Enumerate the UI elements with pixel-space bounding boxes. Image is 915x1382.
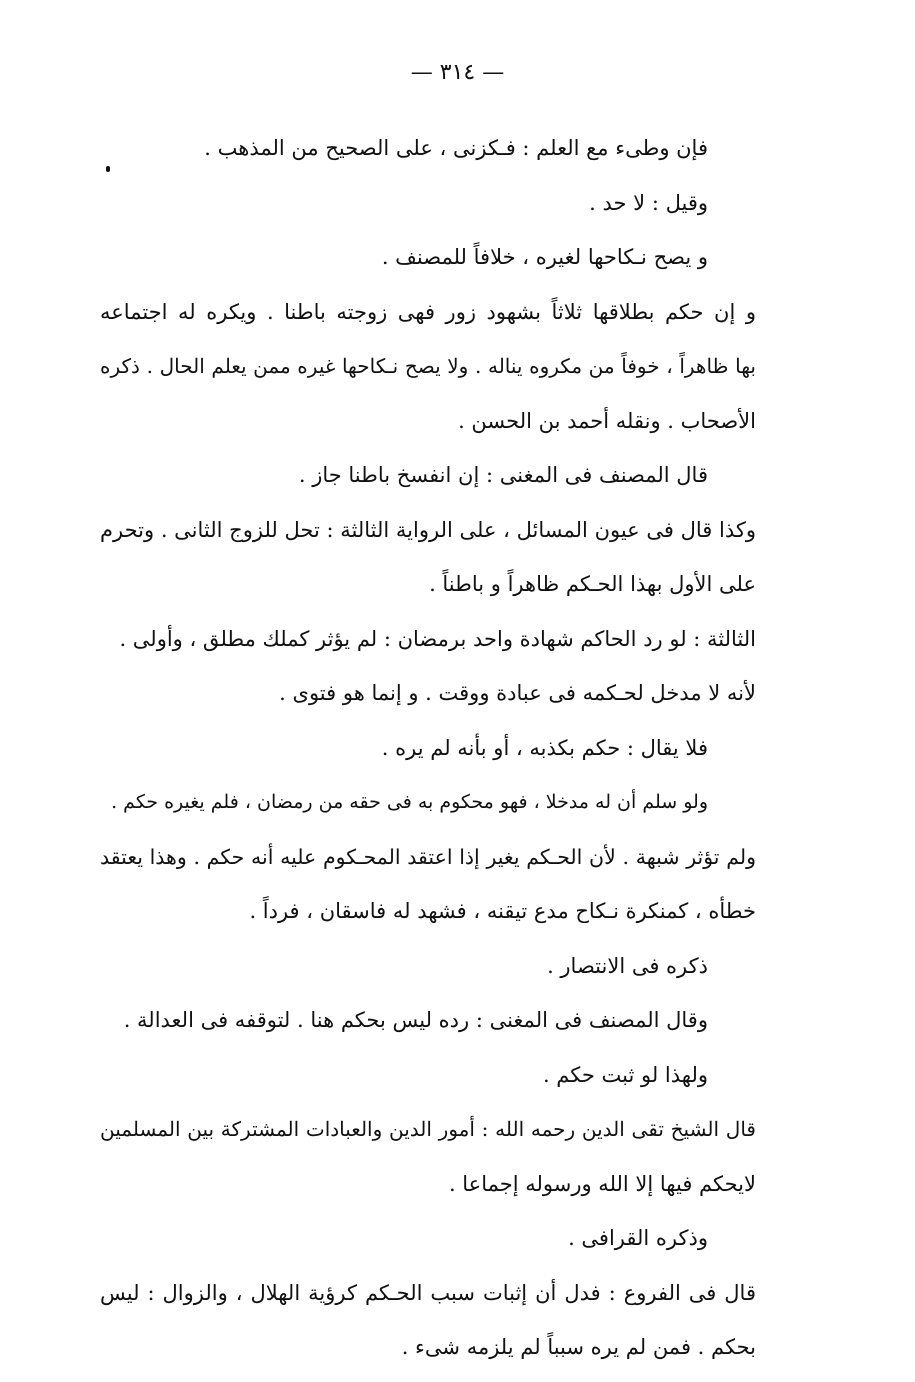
text-line: فإن وطىء مع العلم : فـكزنى ، على الصحيح من المذهب . [204, 136, 708, 160]
text-line: الثالثة : لو رد الحاكم شهادة واحد برمضان : لم يؤثر كملك مطلق ، وأولى . [119, 626, 756, 651]
text-line: الأصحاب . ونقله أحمد بن الحسن . [458, 408, 756, 433]
text-line: فلا يقال : حكم بكذبه ، أو بأنه لم يره . [381, 735, 708, 760]
text-line: وذكره القرافى . [568, 1226, 708, 1250]
body-text [100, 128, 756, 1382]
text-line: وقال المصنف فى المغنى : رده ليس بحكم هنا . لتوقفه فى العدالة . [123, 1008, 708, 1032]
text-line: قال فى الفروع : فدل أن إثبات سبب الحـكم كرؤية الهلال ، والزوال : ليس [100, 1280, 756, 1305]
text-line: ولو سلم أن له مدخلا ، فهو محكوم به فى حقه من رمضان ، فلم يغيره حكم . [111, 791, 708, 813]
text-line: على الأول بهذا الحـكم ظاهراً و باطناً . [429, 572, 756, 596]
text-line: وكذا قال فى عيون المسائل ، على الرواية الثالثة : تحل للزوج الثانى . وتحرم [100, 517, 756, 542]
page-number: — ٣١٤ — [410, 60, 505, 85]
text-line: ولم تؤثر شبهة . لأن الحـكم يغير إذا اعتقد المحـكوم عليه أنه حكم . وهذا يعتقد [100, 844, 756, 869]
text-line: قال المصنف فى المغنى : إن انفسخ باطنا جاز . [298, 463, 708, 487]
text-line: و إن حكم بطلاقها ثلاثاً بشهود زور فهى زوجته باطنا . ويكره له اجتماعه [100, 299, 756, 324]
text-line: لأنه لا مدخل لحـكمه فى عبادة ووقت . و إنما هو فتوى . [279, 681, 756, 705]
text-line: وقيل : لا حد . [589, 190, 708, 215]
text-line: لايحكم فيها إلا الله ورسوله إجماعا . [448, 1171, 756, 1196]
text-line: ذكره فى الانتصار . [547, 953, 708, 978]
text-line: و يصح نـكاحها لغيره ، خلافاً للمصنف . [381, 245, 708, 269]
text-line: قال الشيخ تقى الدين رحمه الله : أمور الدين والعبادات المشتركة بين المسلمين [100, 1117, 756, 1141]
text-line: ولهذا لو ثبت حكم . [542, 1062, 708, 1087]
text-line: بها ظاهراً ، خوفاً من مكروه يناله . ولا يصح نـكاحها غيره ممن يعلم الحال . ذكره [100, 354, 756, 378]
text-line: بحكم . فمن لم يره سبباً لم يلزمه شىء . [401, 1335, 756, 1359]
text-line: خطأه ، كمنكرة نـكاح مدع تيقنه ، فشهد له فاسقان ، فرداً . [249, 899, 756, 923]
